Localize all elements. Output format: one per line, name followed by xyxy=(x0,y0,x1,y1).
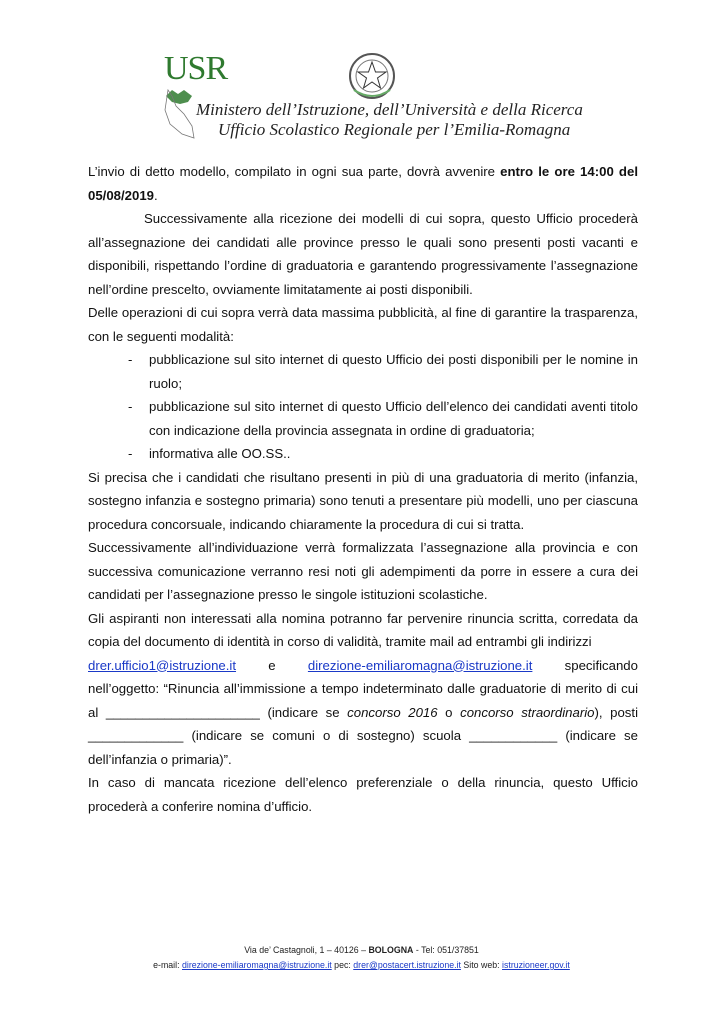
email-direzione-link[interactable]: direzione-emiliaromagna@istruzione.it xyxy=(307,657,533,673)
email-line: drer.ufficio1@istruzione.it e direzione-emiliaromagna@istruzione.it specificando xyxy=(88,654,638,678)
ministry-name: Ministero dell’Istruzione, dell’Università e della Ricerca xyxy=(196,100,583,119)
footer-address: Via de’ Castagnoli, 1 – 40126 – BOLOGNA - Tel: 051/37851 xyxy=(244,945,479,955)
paragraph-multiple-rankings: Si precisa che i candidati che risultano presenti in più di una graduatoria di merito (infanzia, sostegno infanzia e sostegno primaria) sono tenuti a presentare più modelli, uno per ciascuna procedura concorsuale, indicando chiaramente la procedura di cui si tratta. xyxy=(88,469,638,532)
italian-republic-emblem xyxy=(346,50,398,102)
paragraph-publicity: Delle operazioni di cui sopra verrà data massima pubblicità, al fine di garantire la trasparenza, con le seguenti modalità: xyxy=(88,305,638,344)
publicity-list xyxy=(88,348,638,466)
usr-logo-text: USR xyxy=(164,50,228,87)
letterhead xyxy=(0,0,723,150)
paragraph-assignment: Successivamente alla ricezione dei modelli di cui sopra, questo Ufficio procederà all’assegnazione dei candidati alle province presso le quali sono presenti posti vacanti e disponibili, rispettando l’ordine di graduatoria e garantendo progressivamente l’assegnazione nell’ordine prescelto, ovviamente limitatamente ai posti disponibili. xyxy=(88,211,638,297)
list-item: - pubblicazione sul sito internet di questo Ufficio dell’elenco dei candidati aventi titolo con indicazione della provincia assegnata in ordine di graduatoria; xyxy=(128,399,638,438)
paragraph-deadline: L’invio di detto modello, compilato in ogni sua parte, dovrà avvenire entro le ore 14:00 del 05/08/2019. xyxy=(88,164,638,203)
footer-pec-link[interactable]: drer@postacert.istruzione.it xyxy=(353,960,461,970)
paragraph-renunciation: Gli aspiranti non interessati alla nomina potranno far pervenire rinuncia scritta, corredata da copia del documento di identità in corso di validità, tramite mail ad entrambi gli indirizzi xyxy=(88,610,638,649)
paragraph-ex-officio: In caso di mancata ricezione dell’elenco preferenziale o della rinuncia, questo Ufficio procederà a conferire nomina d’ufficio. xyxy=(88,775,638,814)
paragraph-formalization: Successivamente all’individuazione verrà formalizzata l’assegnazione alla provincia e con successiva comunicazione verranno resi noti gli adempimenti da porre in essere a cura dei candidati per l’assegnazione presso le singole istituzioni scolastiche. xyxy=(88,540,638,602)
footer-email-link[interactable]: direzione-emiliaromagna@istruzione.it xyxy=(181,960,332,970)
paragraph-subject: nell’oggetto: “Rinuncia all’immissione a tempo indeterminato dalle graduatorie di merito di cui al _____________________ (indicare se concorso 2016 o concorso straordinario), posti _____________ (indicare se comuni o di sostegno) scuola ____________ (indicare se dell’infanzia o primaria)”. xyxy=(88,681,638,767)
letter-body xyxy=(88,160,638,818)
list-item: - pubblicazione sul sito internet di questo Ufficio dei posti disponibili per le nomine in ruolo; xyxy=(128,352,638,391)
list-item: - informativa alle OO.SS.. xyxy=(128,446,291,461)
email-ufficio1-link[interactable]: drer.ufficio1@istruzione.it xyxy=(88,657,237,673)
office-name: Ufficio Scolastico Regionale per l’Emilia-Romagna xyxy=(218,120,571,139)
footer-website-link[interactable]: istruzioneer.gov.it xyxy=(502,960,570,970)
deadline: entro le ore 14:00 del 05/08/2019 xyxy=(88,164,638,203)
footer-contacts: e-mail: direzione-emiliaromagna@istruzione.it pec: drer@postacert.istruzione.it Sito web: istruzioneer.gov.it xyxy=(153,960,570,970)
